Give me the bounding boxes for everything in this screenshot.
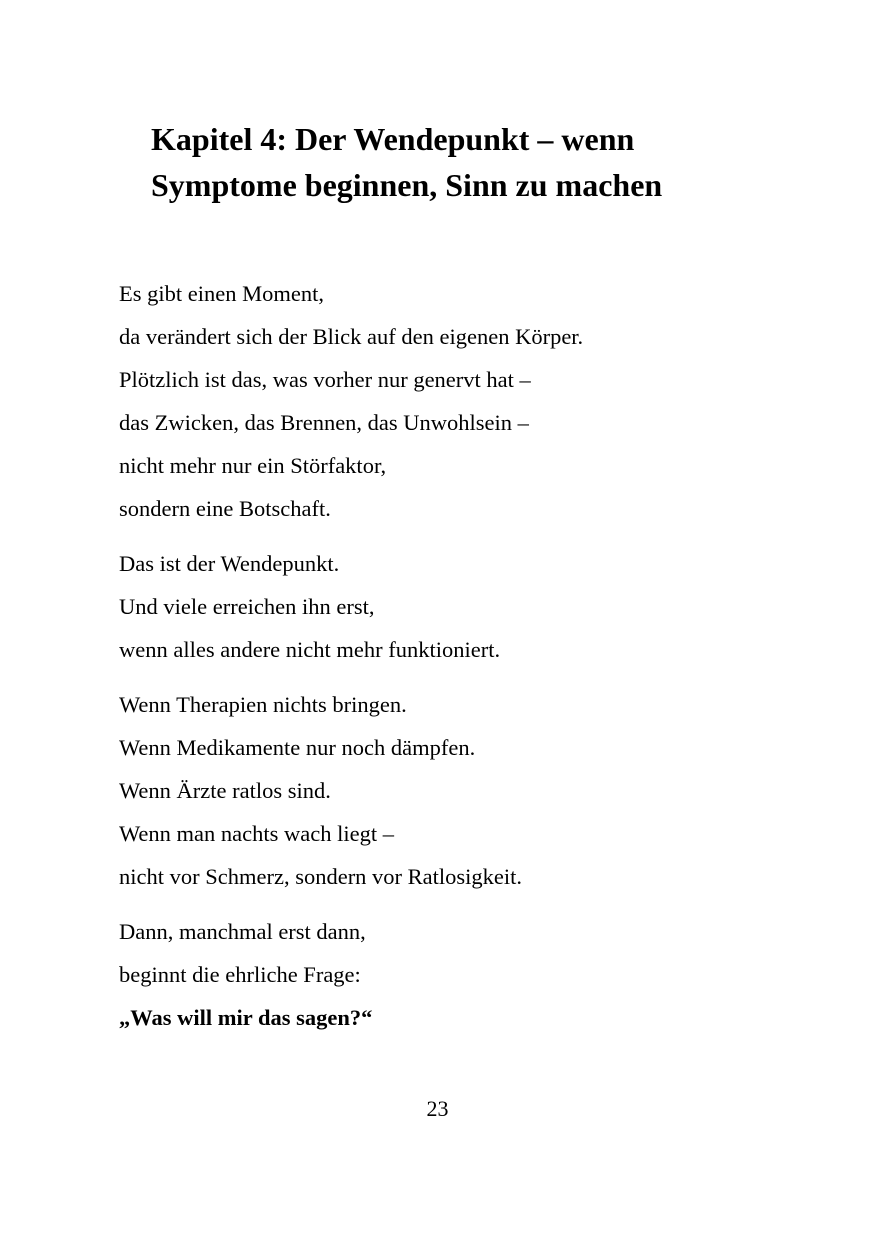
text-line: Und viele erreichen ihn erst,: [119, 594, 375, 619]
text-line: Plötzlich ist das, was vorher nur genervt hat –: [119, 367, 531, 392]
text-line: Wenn Therapien nichts bringen.: [119, 692, 407, 717]
text-line: Wenn man nachts wach liegt –: [119, 821, 394, 846]
text-line: sondern eine Botschaft.: [119, 496, 331, 521]
text-line: nicht vor Schmerz, sondern vor Ratlosigkeit.: [119, 864, 523, 889]
key-question-line: „Was will mir das sagen?“: [119, 1005, 373, 1030]
text-line: Es gibt einen Moment,: [119, 281, 324, 306]
stanza: [119, 910, 799, 1039]
text-line: da verändert sich der Blick auf den eigenen Körper.: [119, 324, 584, 349]
chapter-title: [151, 116, 791, 208]
text-line: nicht mehr nur ein Störfaktor,: [119, 453, 387, 478]
stanza: [119, 542, 799, 671]
text-line: Wenn Ärzte ratlos sind.: [119, 778, 331, 803]
text-line: beginnt die ehrliche Frage:: [119, 962, 361, 987]
chapter-title-line: Symptome beginnen, Sinn zu machen: [151, 167, 663, 203]
stanza: [119, 683, 799, 898]
chapter-body: [119, 272, 799, 1051]
page-number: 23: [426, 1096, 449, 1121]
text-line: Wenn Medikamente nur noch dämpfen.: [119, 735, 476, 760]
chapter-title-line: Kapitel 4: Der Wendepunkt – wenn: [151, 121, 635, 157]
text-line: wenn alles andere nicht mehr funktioniert.: [119, 637, 501, 662]
stanza: [119, 272, 799, 530]
text-line: das Zwicken, das Brennen, das Unwohlsein –: [119, 410, 529, 435]
text-line: Das ist der Wendepunkt.: [119, 551, 340, 576]
text-line: Dann, manchmal erst dann,: [119, 919, 366, 944]
